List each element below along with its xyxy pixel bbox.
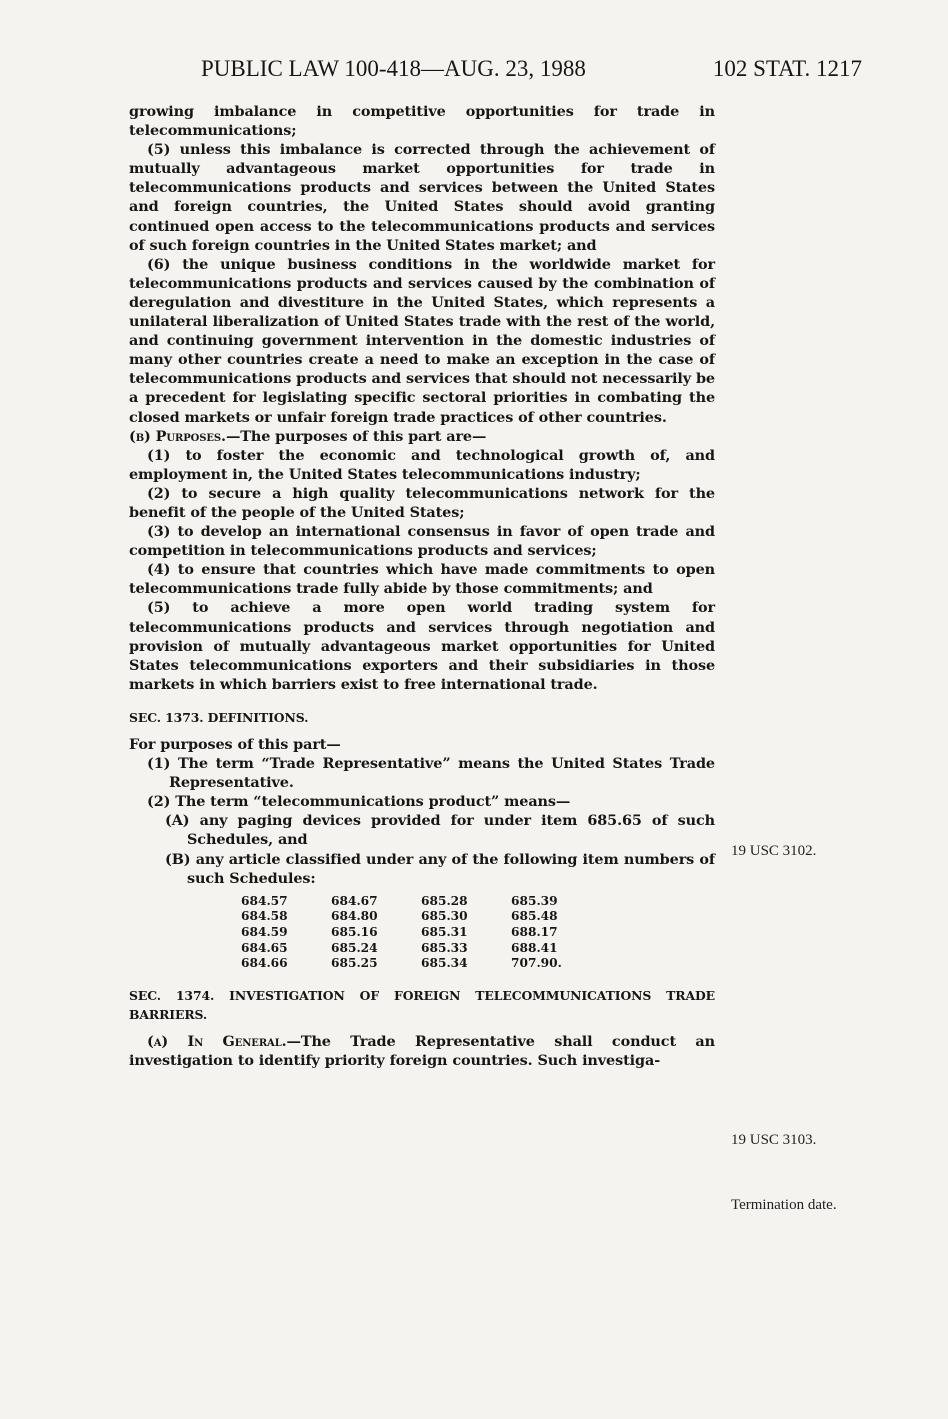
table-row (241, 909, 601, 925)
item-number-cell: 685.28 (421, 893, 468, 908)
margin-note-19-usc-3103: 19 USC 3103. (731, 1132, 817, 1148)
table-row (241, 941, 601, 957)
definition-1: (1) The term “Trade Representative” means the United States Trade Representative. (147, 755, 715, 792)
purpose-5: (5) to achieve a more open world trading system for telecommunications products and services through negotiation and provision of mutually advantageous market opportunities for United States telecommunications exporters and their subsidiaries in those markets in which barriers exist to free international trade. (129, 599, 715, 693)
margin-note-19-usc-3102: 19 USC 3102. (731, 843, 817, 859)
item-number-cell: 685.33 (421, 940, 468, 955)
item-number-cell: 685.16 (331, 924, 378, 939)
item-number-cell: 685.39 (511, 893, 558, 908)
table-row (241, 956, 601, 972)
paragraph-continued: growing imbalance in competitive opportunities for trade in telecommunications; (129, 103, 715, 140)
purposes-label: (b) Purposes. (129, 427, 226, 445)
table-row (241, 894, 601, 910)
subsection-a (129, 1032, 715, 1070)
item-number-cell: 684.80 (331, 909, 378, 924)
item-number-cell: 688.41 (511, 940, 558, 955)
item-number-cell: 684.58 (241, 909, 288, 924)
page-stat-number: 102 STAT. 1217 (712, 56, 862, 81)
finding-6: (6) the unique business conditions in the worldwide market for telecommunications products and services caused by the combination of deregulation and divestiture in the United States, which represents a unilateral liberalization of United States trade with the rest of the world, and continuing government intervention in the domestic industries of many other countries create a need to make an exception in the case of telecommunications products and services that should not necessarily be a precedent for legislating specific sectoral priorities in combating the closed markets or unfair foreign trade practices of other countries. (129, 255, 715, 426)
section-1374-heading: SEC. 1374. INVESTIGATION OF FOREIGN TELECOMMUNICATIONS TRADE BARRIERS. (129, 987, 715, 1022)
definition-2a: (A) any paging devices provided for under item 685.65 of such Schedules, and (165, 812, 715, 849)
purposes-heading (129, 427, 715, 446)
item-number-cell: 684.66 (241, 956, 288, 971)
item-number-cell: 685.25 (331, 956, 378, 971)
purposes-intro: —The purposes of this part are— (225, 427, 487, 445)
table-row (241, 925, 601, 941)
item-number-cell: 685.30 (421, 909, 468, 924)
purpose-1: (1) to foster the economic and technological growth of, and employment in, the United States telecommunications industry; (129, 446, 715, 483)
finding-5: (5) unless this imbalance is corrected through the achievement of mutually advantageous market opportunities for trade in telecommunications products and services between the United States and foreign countries, the United States should avoid granting continued open access to the telecommunications products and services of such foreign countries in the United States market; and (129, 141, 715, 254)
item-number-cell: 685.24 (331, 940, 378, 955)
purpose-3: (3) to develop an international consensus in favor of open trade and competition in telecommunications products and services; (129, 523, 715, 560)
item-number-cell: 684.67 (331, 893, 378, 908)
running-header-title: PUBLIC LAW 100-418—AUG. 23, 1988 (201, 56, 586, 81)
purpose-2: (2) to secure a high quality telecommunications network for the benefit of the people of the United States; (129, 484, 715, 521)
definitions-intro: For purposes of this part— (129, 736, 341, 753)
item-number-cell: 685.48 (511, 909, 558, 924)
in-general-label: (a) In General. (147, 1032, 287, 1050)
definition-2b: (B) any article classified under any of the following item numbers of such Schedules: (165, 850, 715, 887)
item-number-cell: 684.65 (241, 940, 288, 955)
section-1373-heading: SEC. 1373. DEFINITIONS. (129, 709, 309, 725)
margin-note-termination-date: Termination date. (731, 1197, 837, 1213)
body-text (129, 102, 715, 1070)
item-number-cell: 684.59 (241, 924, 288, 939)
item-numbers-table (241, 894, 601, 972)
definition-2: (2) The term “telecommunications product” means— (147, 793, 571, 811)
in-general-text: —The Trade Representative shall conduct an investigation to identify priority foreign countries. Such investiga- (129, 1032, 715, 1069)
item-number-cell: 688.17 (511, 924, 558, 939)
item-number-cell: 685.31 (421, 924, 468, 939)
purpose-4: (4) to ensure that countries which have made commitments to open telecommunications trade fully abide by those commitments; and (129, 561, 715, 598)
item-number-cell: 684.57 (241, 893, 288, 908)
item-number-cell: 685.34 (421, 956, 468, 971)
item-number-cell: 707.90. (511, 956, 562, 971)
